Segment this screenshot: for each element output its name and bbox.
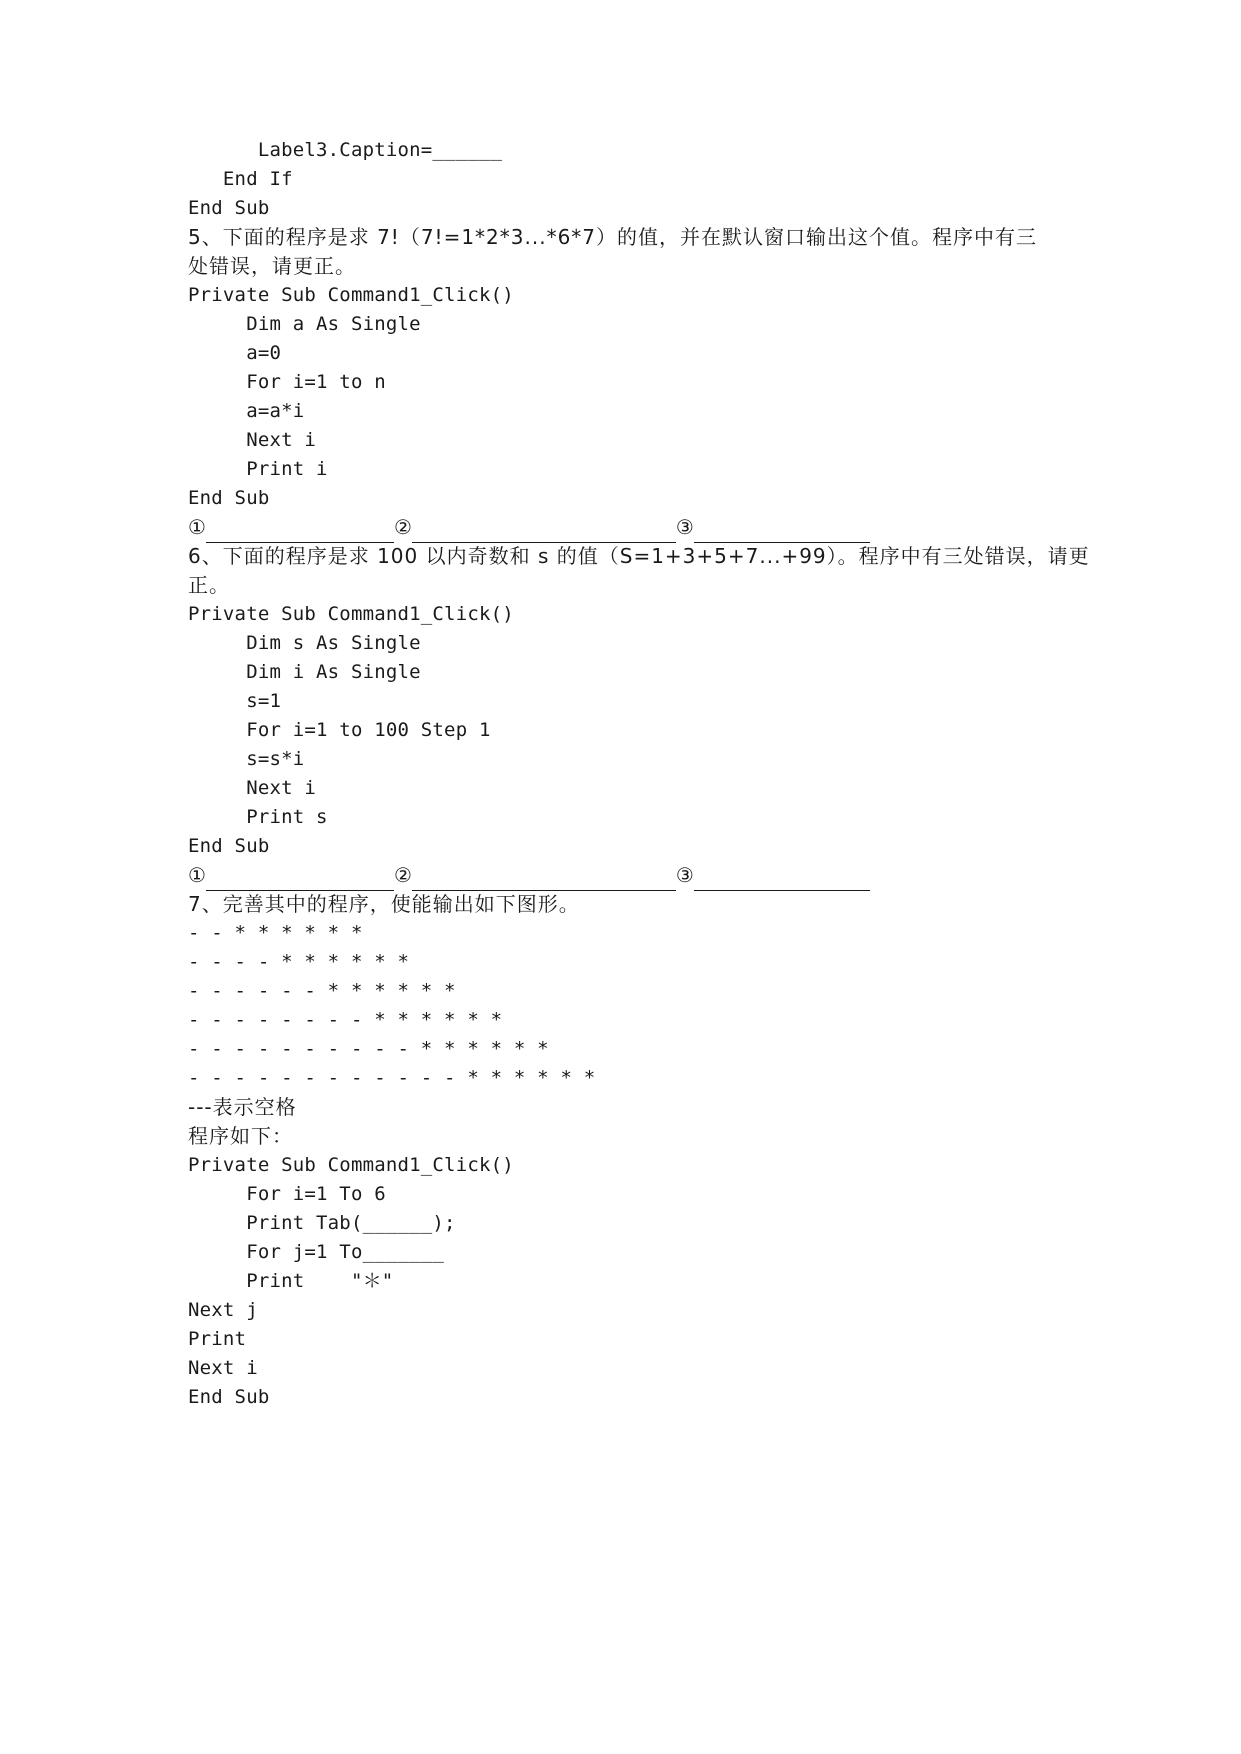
q6-code-line: s=1 <box>188 690 282 712</box>
q6-code-line: Private Sub Command1_Click() <box>188 603 514 625</box>
q5-code-line: a=0 <box>188 342 282 364</box>
q7-code-line: Print <box>188 1328 247 1350</box>
q6-code-line: Dim i As Single <box>188 661 421 683</box>
q5-prompt-line-2: 处错误，请更正。 <box>188 254 356 278</box>
q7-code-line: For i=1 To 6 <box>188 1183 386 1205</box>
q6-answer-blank-1[interactable] <box>206 864 394 891</box>
q4-code-line-1: Label3.Caption=______ <box>188 139 503 161</box>
q5-answer-row <box>188 511 870 543</box>
q7-pattern-line: - - - - - - - - * * * * * * <box>188 1009 503 1031</box>
q6-prompt-line-1: 6、下面的程序是求 100 以内奇数和 s 的值（S=1+3+5+7...+99）。程序中有三处错误，请更 <box>188 544 1090 568</box>
q6-code-line: For i=1 to 100 Step 1 <box>188 719 491 741</box>
q7-code-line: End Sub <box>188 1386 270 1408</box>
q6-code-line: Dim s As Single <box>188 632 421 654</box>
q6-answer-row <box>188 859 870 891</box>
q7-pattern-line: - - - - * * * * * * <box>188 951 410 973</box>
q5-marker-1: ① <box>188 515 206 539</box>
q7-pattern-line: - - - - - - - - - - - - * * * * * * <box>188 1067 596 1089</box>
q6-prompt-line-2: 正。 <box>188 573 230 597</box>
q6-code-line: Print s <box>188 806 328 828</box>
q7-pattern-line: - - - - - - - - - - * * * * * * <box>188 1038 549 1060</box>
q5-code-line: Dim a As Single <box>188 313 421 335</box>
q4-code-line-2: End If <box>188 168 293 190</box>
q6-answer-blank-2[interactable] <box>412 864 676 891</box>
q5-marker-3: ③ <box>675 515 694 539</box>
q7-pattern-line: - - * * * * * * <box>188 922 363 944</box>
q5-answer-blank-2[interactable] <box>412 516 676 543</box>
q7-code-line: Print "＊" <box>188 1270 394 1292</box>
q7-code-line: Private Sub Command1_Click() <box>188 1154 514 1176</box>
q4-code-line-3: End Sub <box>188 197 270 219</box>
q6-marker-1: ① <box>188 863 206 887</box>
q7-legend: ---表示空格 <box>188 1095 297 1119</box>
q6-code-line: End Sub <box>188 835 270 857</box>
q5-answer-blank-3[interactable] <box>694 516 870 543</box>
q5-prompt-line-1: 5、下面的程序是求 7!（7!=1*2*3...*6*7）的值，并在默认窗口输出这个值。程序中有三 <box>188 225 1038 249</box>
q5-code-line: Private Sub Command1_Click() <box>188 284 514 306</box>
q7-code-line: For j=1 To_______ <box>188 1241 445 1263</box>
q5-code-line: Print i <box>188 458 328 480</box>
q5-code-line: End Sub <box>188 487 270 509</box>
q6-answer-blank-3[interactable] <box>694 864 870 891</box>
q6-marker-2: ② <box>393 863 412 887</box>
q7-code-line: Next i <box>188 1357 258 1379</box>
q7-pattern-line: - - - - - - * * * * * * <box>188 980 456 1002</box>
q6-code-line: s=s*i <box>188 748 305 770</box>
q7-prompt: 7、完善其中的程序，使能输出如下图形。 <box>188 892 580 916</box>
q6-code-line: Next i <box>188 777 317 799</box>
q5-marker-2: ② <box>393 515 412 539</box>
q5-code-line: For i=1 to n <box>188 371 386 393</box>
q7-code-line: Next j <box>188 1299 258 1321</box>
q7-intro: 程序如下： <box>188 1124 293 1148</box>
q5-code-line: Next i <box>188 429 317 451</box>
q5-code-line: a=a*i <box>188 400 305 422</box>
q7-code-line: Print Tab(______); <box>188 1212 456 1234</box>
q5-answer-blank-1[interactable] <box>206 516 394 543</box>
q6-marker-3: ③ <box>675 863 694 887</box>
